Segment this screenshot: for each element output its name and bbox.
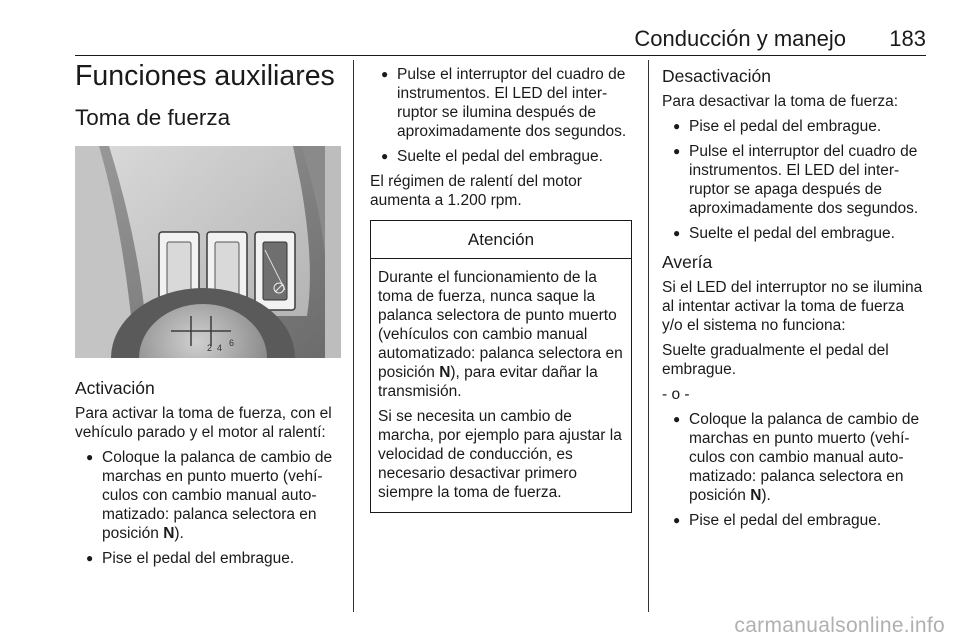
header-rule bbox=[75, 55, 926, 56]
deactivation-steps bbox=[662, 117, 928, 243]
activation-heading: Activación bbox=[75, 378, 155, 398]
list-item: ● Pulse el interruptor del cuadro de instrumentos. El LED del inter-ruptor se apaga después de aproximadamente dos segundos. bbox=[662, 142, 928, 218]
list-item: ● Pise el pedal del embrague. bbox=[75, 549, 341, 568]
activation-intro: Para activar la toma de fuerza, con el vehículo parado y el motor al ralentí: bbox=[75, 405, 332, 441]
section-title: Funciones auxiliares bbox=[75, 60, 335, 92]
list-item: ● Coloque la palanca de cambio de marchas en punto muerto (vehí-culos con cambio manual auto-matizado: palanca selectora en posición N). bbox=[662, 410, 928, 505]
column-3 bbox=[662, 65, 928, 536]
fault-text-1: Si el LED del interruptor no se ilumina al intentar activar la toma de fuerza y/o el sistema no funciona: bbox=[662, 279, 923, 334]
header-title: Conducción y manejo bbox=[634, 26, 846, 51]
column-2 bbox=[370, 65, 632, 513]
page-header bbox=[75, 26, 926, 56]
gear-label-4: 4 bbox=[217, 343, 223, 353]
caution-title: Atención bbox=[371, 221, 631, 259]
list-item: ● Suelte el pedal del embrague. bbox=[662, 224, 928, 243]
caution-text-2: Si se necesita un cambio de marcha, por ejemplo para ajustar la velocidad de conducción, es necesario desactivar primero siempre la toma de fuerza. bbox=[378, 408, 622, 501]
idle-speed-note: El régimen de ralentí del motor aumenta a 1.200 rpm. bbox=[370, 173, 582, 209]
fault-text-2: Suelte gradualmente el pedal del embrague. bbox=[662, 342, 889, 378]
pto-switch-photo bbox=[75, 146, 341, 358]
column-divider-2 bbox=[648, 60, 649, 612]
list-item: ● Suelte el pedal del embrague. bbox=[370, 147, 632, 166]
list-item: ● Pulse el interruptor del cuadro de instrumentos. El LED del inter-ruptor se ilumina después de aproximadamente dos segundos. bbox=[370, 65, 632, 141]
deactivation-heading: Desactivación bbox=[662, 66, 771, 86]
subsection-title: Toma de fuerza bbox=[75, 105, 231, 130]
caution-text-1: Durante el funcionamiento de la toma de fuerza, nunca saque la palanca selectora de punto muerto (vehículos con cambio manual automatizado: palanca selectora en posición N), para evitar dañar la transmisión. bbox=[378, 269, 623, 400]
fault-steps bbox=[662, 410, 928, 530]
list-item: ● Coloque la palanca de cambio de marchas en punto muerto (vehí-culos con cambio manual auto-matizado: palanca selectora en posición N). bbox=[75, 448, 341, 543]
deactivation-intro: Para desactivar la toma de fuerza: bbox=[662, 93, 899, 110]
gear-label-6: 6 bbox=[229, 338, 235, 348]
list-item: ● Pise el pedal del embrague. bbox=[662, 511, 928, 530]
fault-heading: Avería bbox=[662, 252, 713, 272]
activation-steps-continued bbox=[370, 65, 632, 166]
activation-steps bbox=[75, 448, 341, 568]
column-1 bbox=[75, 58, 341, 574]
watermark: carmanualsonline.info bbox=[734, 614, 945, 637]
gear-label-2: 2 bbox=[207, 343, 213, 353]
fault-or: - o - bbox=[662, 386, 690, 403]
caution-box bbox=[370, 220, 632, 513]
list-item: ● Pise el pedal del embrague. bbox=[662, 117, 928, 136]
caution-body bbox=[371, 259, 631, 512]
page-number: 183 bbox=[889, 26, 926, 51]
column-divider-1 bbox=[353, 60, 354, 612]
